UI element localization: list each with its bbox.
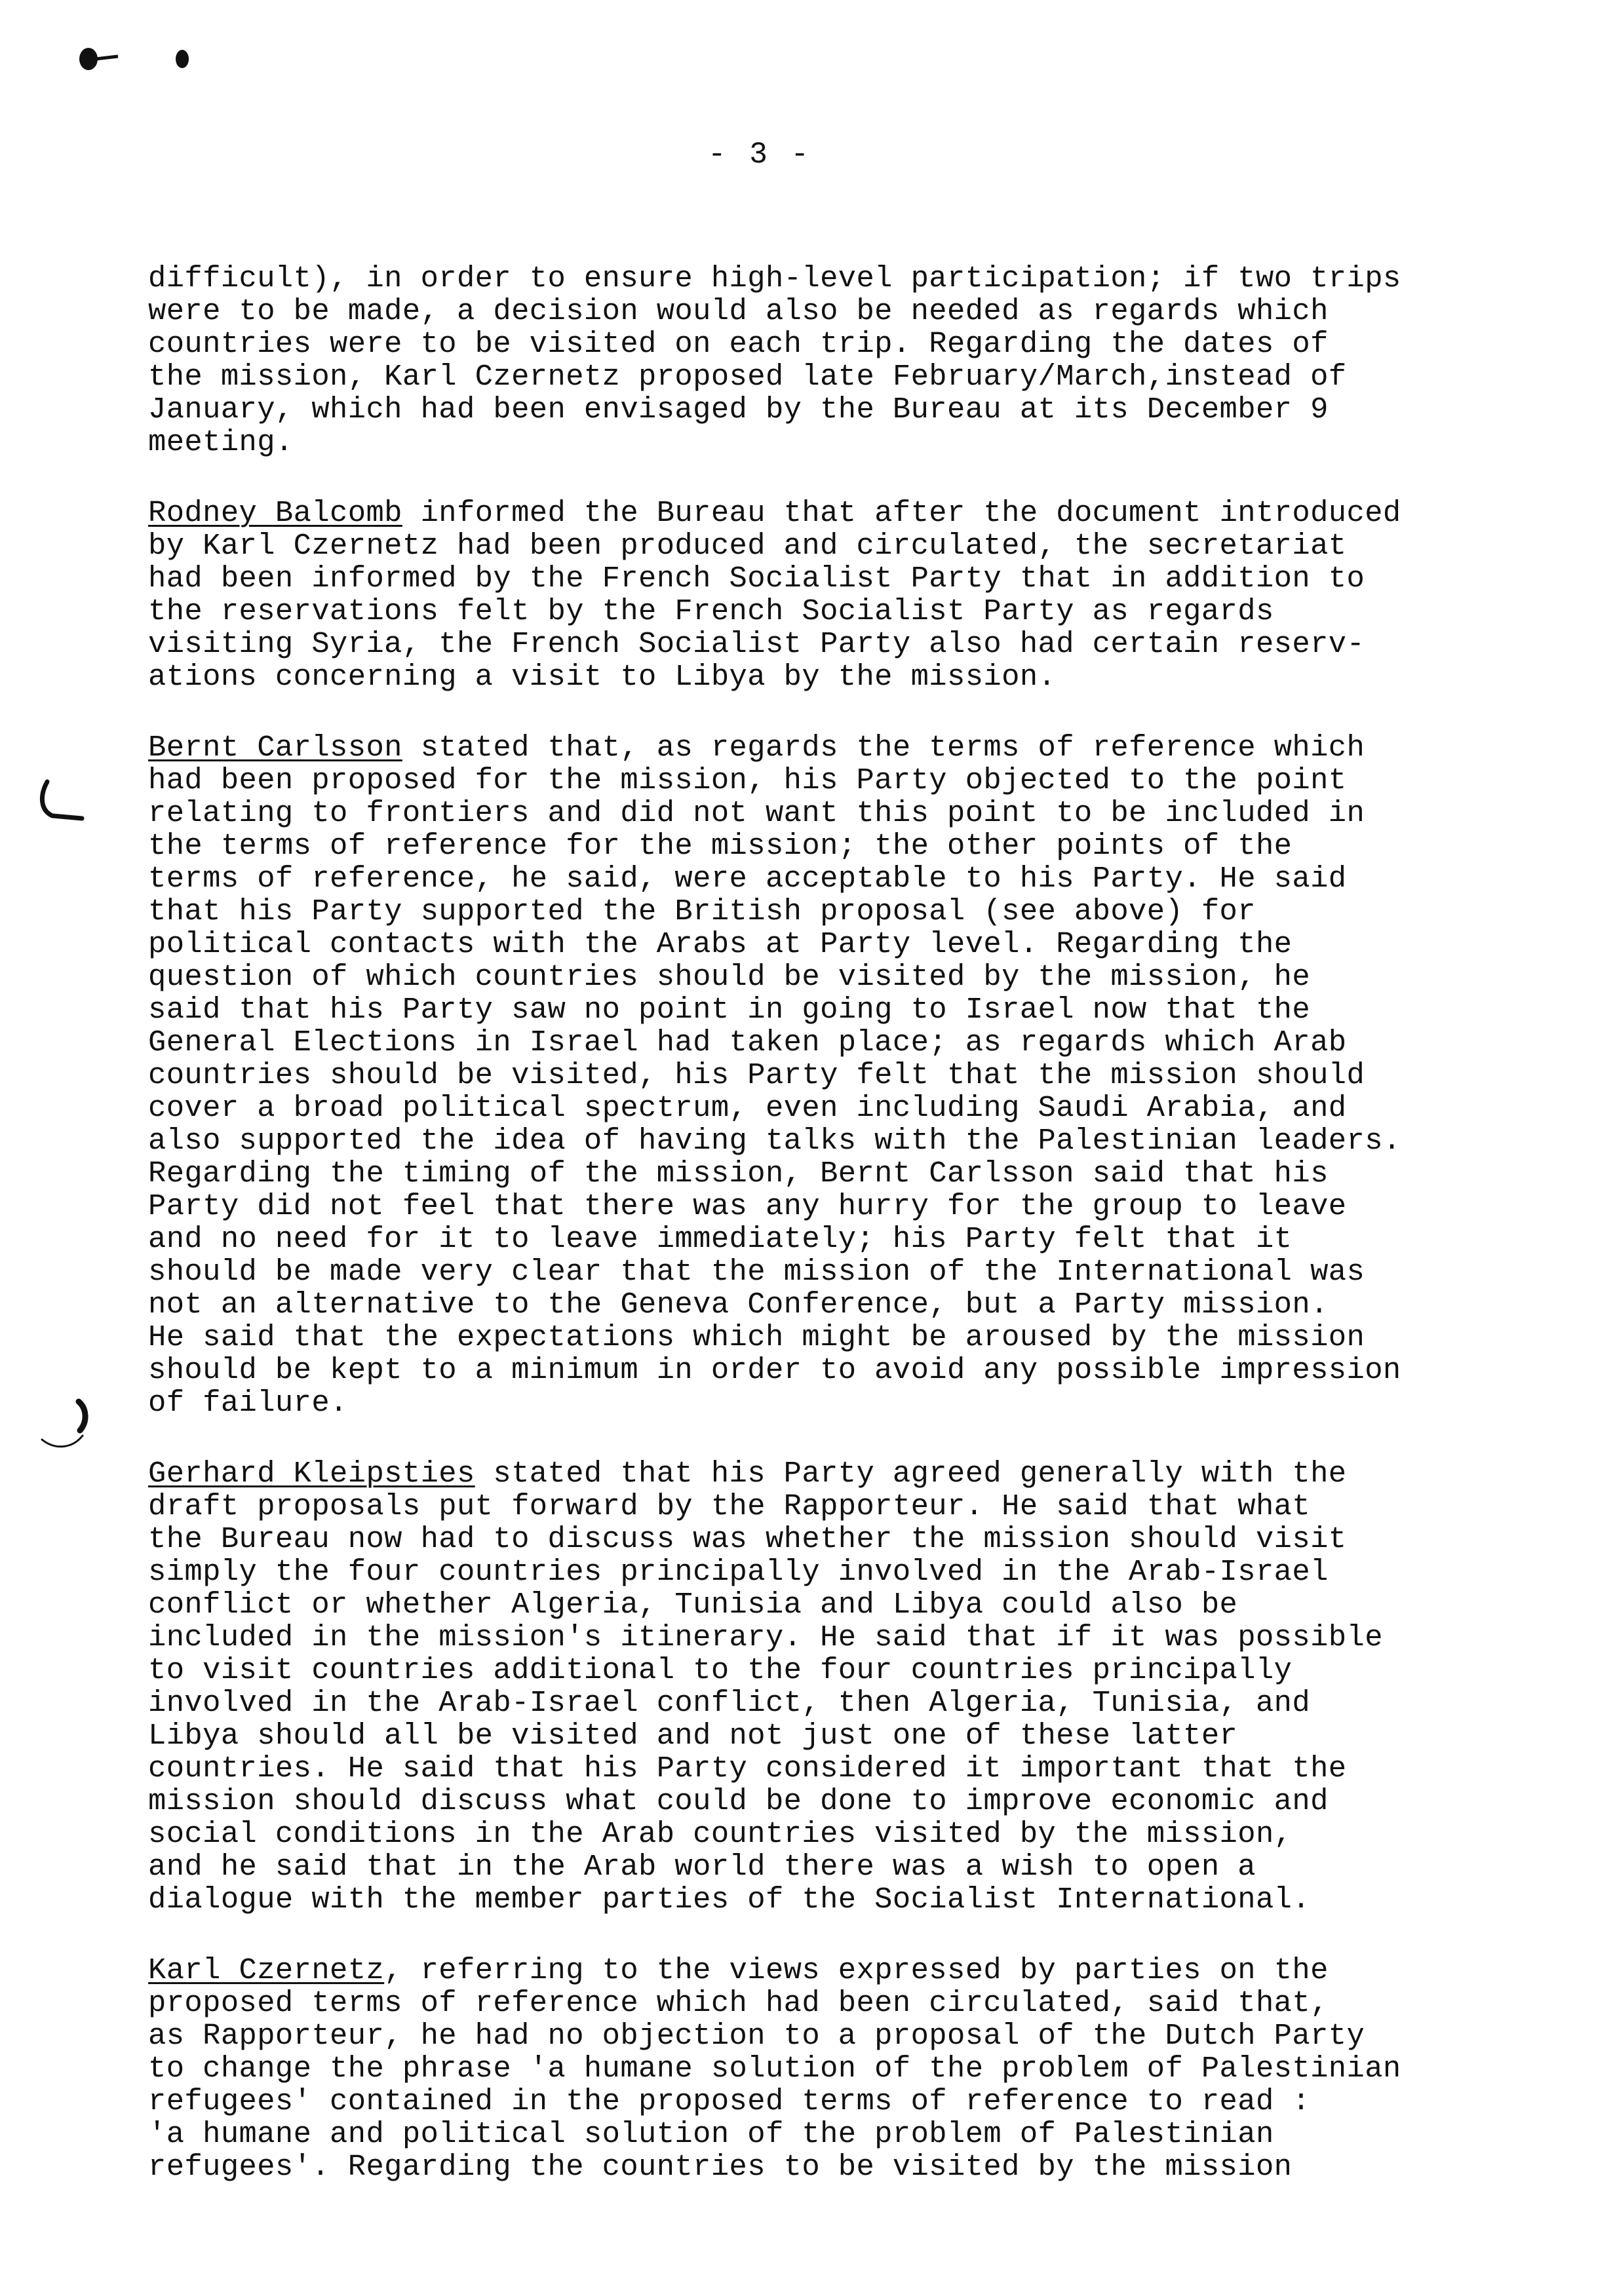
speaker-name: Gerhard Kleipsties bbox=[148, 1457, 475, 1491]
margin-bracket-mark-lower bbox=[33, 1392, 105, 1464]
margin-bracket-mark-upper bbox=[33, 776, 92, 829]
punch-hole-marks bbox=[72, 39, 203, 85]
paragraph-text: informed the Bureau that after the document introduced by Karl Czernetz had been produced and circulated, the secretariat had been informed by the French Socialist Party that in addition to the reservations felt by the French Socialist Party as regards visiting Syria, the French Socialist Party also had certain reserv- ations concerning a visit to Libya by the mission. bbox=[148, 496, 1401, 694]
paragraph-5 bbox=[148, 1954, 1538, 2183]
document-body bbox=[148, 262, 1538, 2221]
paragraph-text: stated that his Party agreed generally with the draft proposals put forward by the Rapporteur. He said that what the Bureau now had to discuss was whether the mission should visit simply the four countries principally involved in the Arab-Israel conflict or whether Algeria, Tunisia and Libya could also be included in the mission's itinerary. He said that if it was possible to visit countries additional to the four countries principally involved in the Arab-Israel conflict, then Algeria, Tunisia, and Libya should all be visited and not just one of these latter countries. He said that his Party considered it important that the mission should discuss what could be done to improve economic and social conditions in the Arab countries visited by the mission, and he said that in the Arab world there was a wish to open a dialogue with the member parties of the Socialist International. bbox=[148, 1457, 1383, 1917]
paragraph-3 bbox=[148, 731, 1538, 1419]
speaker-name: Rodney Balcomb bbox=[148, 496, 402, 530]
speaker-name: Bernt Carlsson bbox=[148, 731, 402, 765]
paragraph-text: , referring to the views expressed by parties on the proposed terms of reference which had been circulated, said that, as Rapporteur, he had no objection to a proposal of the Dutch Party to change the phrase 'a humane solution of the problem of Palestinian refugees' contained in the proposed terms of reference to read : 'a humane and political solution of the problem of Palestinian refugees'. Regarding the countries to be visited by the mission bbox=[148, 1953, 1401, 2184]
paragraph-1 bbox=[148, 262, 1538, 459]
paragraph-2 bbox=[148, 497, 1538, 693]
paragraph-4 bbox=[148, 1457, 1538, 1916]
speaker-name: Karl Czernetz bbox=[148, 1953, 385, 1987]
paragraph-text: stated that, as regards the terms of reference which had been proposed for the mission, his Party objected to the point relating to frontiers and did not want this point to be included in the terms of reference for the mission; the other points of the terms of reference, he said, were acceptable to his Party. He said that his Party supported the British proposal (see above) for political contacts with the Arabs at Party level. Regarding the question of which countries should be visited by the mission, he said that his Party saw no point in going to Israel now that the General Elections in Israel had taken place; as regards which Arab countries should be visited, his Party felt that the mission should cover a broad political spectrum, even including Saudi Arabia, and also supported the idea of having talks with the Palestinian leaders. Regarding the timing of the mission, Bernt Carlsson said that his Party did not feel that there was any hurry for the group to leave and no need for it to leave immediately; his Party felt that it should be made very clear that the mission of the International was not an alternative to the Geneva Conference, but a Party mission. He said that the expectations which might be aroused by the mission should be kept to a minimum in order to avoid any possible impression of failure. bbox=[148, 731, 1401, 1420]
page-number: - 3 - bbox=[708, 138, 812, 172]
paragraph-text: difficult), in order to ensure high-level participation; if two trips were to be made, a decision would also be needed as regards which countries were to be visited on each trip. Regarding the dates of the mission, Karl Czernetz proposed late February/March,instead of January, which had been envisaged by the Bureau at its December 9 meeting. bbox=[148, 261, 1401, 459]
